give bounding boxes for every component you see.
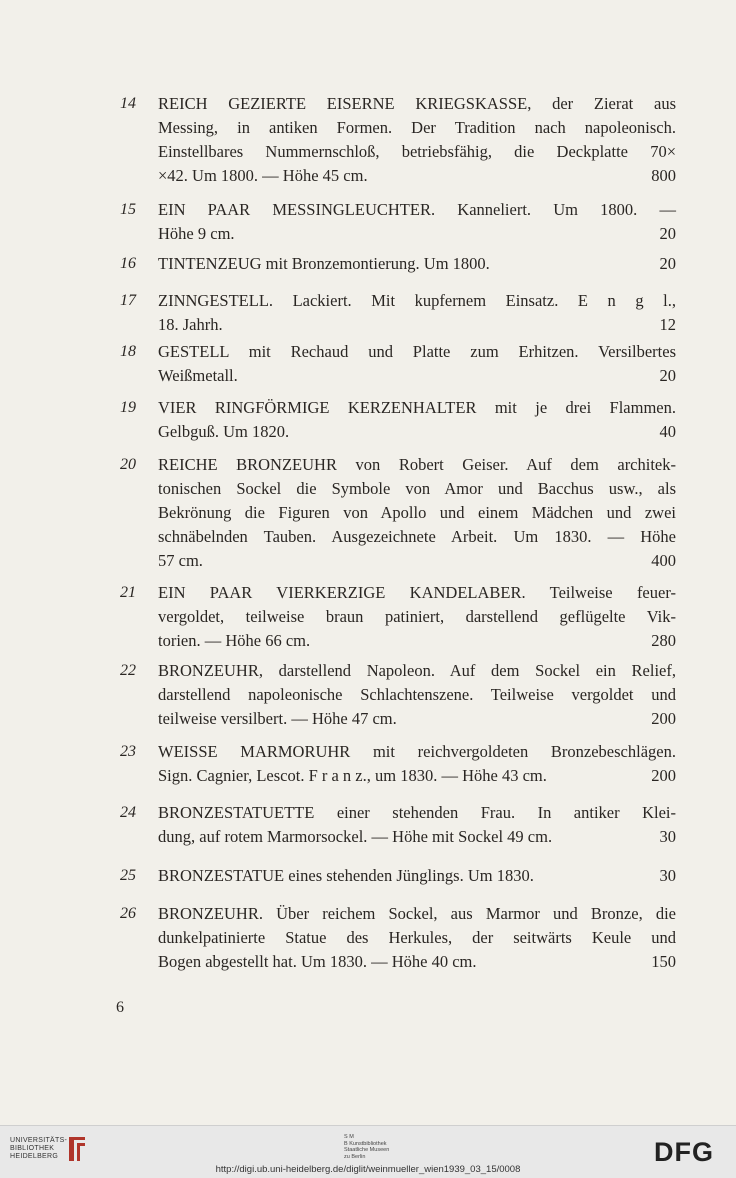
heidelberg-library-logo-icon	[66, 1134, 88, 1164]
lot-number: 21	[120, 584, 136, 601]
lot-price: 30	[659, 866, 676, 885]
lot-price: 40	[659, 422, 676, 441]
lot-number: 20	[120, 456, 136, 473]
entry-text-line: GESTELL mit Rechaud und Platte zum Erhitzen. Versilbertes	[158, 342, 676, 361]
entry-text-line: tonischen Sockel die Symbole von Amor und Bacchus usw., als	[158, 479, 676, 498]
catalog-entry	[120, 864, 680, 888]
entry-text-line: Bogen abgestellt hat. Um 1830. — Höhe 40 cm.	[158, 952, 477, 971]
entry-text-line: schnäbelnden Tauben. Ausgezeichnete Arbeit. Um 1830. — Höhe	[158, 527, 676, 546]
entry-text-line: 57 cm.	[158, 551, 203, 570]
catalog-entry	[120, 801, 680, 849]
entry-text-line: WEISSE MARMORUHR mit reichvergoldeten Bronzebeschlägen.	[158, 742, 676, 761]
lot-number: 15	[120, 201, 136, 218]
lot-price: 800	[651, 166, 676, 185]
catalog-entry	[120, 902, 680, 974]
library-name: UNIVERSITÄTS- BIBLIOTHEK HEIDELBERG	[10, 1137, 68, 1160]
catalog-entry	[120, 659, 680, 731]
entry-text-line: REICH GEZIERTE EISERNE KRIEGSKASSE, der Zierat aus	[158, 94, 676, 113]
catalog-entry	[120, 92, 680, 188]
lot-price: 20	[659, 254, 676, 273]
entry-text-line: torien. — Höhe 66 cm.	[158, 631, 311, 650]
entry-text-line: TINTENZEUG mit Bronzemontierung. Um 1800.	[158, 254, 490, 273]
page-number: 6	[116, 999, 124, 1016]
lot-price: 200	[651, 766, 676, 785]
entry-text-line: Weißmetall.	[158, 366, 238, 385]
entry-text-line: dunkelpatinierte Statue des Herkules, der seitwärts Keule und	[158, 928, 676, 947]
lot-price: 150	[651, 952, 676, 971]
digitization-footer	[0, 1125, 736, 1178]
catalog-entry	[120, 581, 680, 653]
lot-number: 19	[120, 399, 136, 416]
lot-price: 400	[651, 551, 676, 570]
entry-text-line: BRONZEUHR. Über reichem Sockel, aus Marmor und Bronze, die	[158, 904, 676, 923]
entry-text-line: Gelbguß. Um 1820.	[158, 422, 290, 441]
entry-text-line: vergoldet, teilweise braun patiniert, darstellend geflügelte Vik-	[158, 607, 676, 626]
entry-text-line: darstellend napoleonische Schlachtenszene. Teilweise vergoldet und	[158, 685, 676, 704]
entry-text-line: EIN PAAR VIERKERZIGE KANDELABER. Teilweise feuer-	[158, 583, 676, 602]
lot-price: 20	[659, 224, 676, 243]
entry-text-line: BRONZEUHR, darstellend Napoleon. Auf dem Sockel ein Relief,	[158, 661, 676, 680]
entry-text-line: ZINNGESTELL. Lackiert. Mit kupfernem Einsatz. E n g l.,	[158, 291, 676, 310]
catalog-entry	[120, 198, 680, 246]
entry-text-line: dung, auf rotem Marmorsockel. — Höhe mit Sockel 49 cm.	[158, 827, 553, 846]
lot-price: 280	[651, 631, 676, 650]
museum-credit: S M B Kunstbibliothek Staatliche Museen zu Berlin	[344, 1134, 390, 1160]
source-url-link[interactable]: http://digi.ub.uni-heidelberg.de/diglit/weinmueller_wien1939_03_15/0008	[215, 1164, 521, 1175]
catalog-entry	[120, 252, 680, 276]
entry-text-line: Höhe 9 cm.	[158, 224, 235, 243]
lot-price: 30	[659, 827, 676, 846]
lot-number: 25	[120, 867, 136, 884]
entry-text-line: ×42. Um 1800. — Höhe 45 cm.	[158, 166, 368, 185]
dfg-logo: DFG	[654, 1137, 714, 1167]
lot-price: 200	[651, 709, 676, 728]
lot-number: 16	[120, 255, 136, 272]
entry-text-line: Sign. Cagnier, Lescot. F r a n z., um 1830. — Höhe 43 cm.	[158, 766, 547, 785]
lot-number: 26	[120, 905, 136, 922]
lot-number: 18	[120, 343, 136, 360]
entry-text-line: REICHE BRONZEUHR von Robert Geiser. Auf dem architek-	[158, 455, 676, 474]
lot-number: 17	[120, 292, 136, 309]
catalog-entry	[120, 740, 680, 788]
entry-text-line: Messing, in antiken Formen. Der Tradition nach napoleonisch.	[158, 118, 676, 137]
entry-text-line: EIN PAAR MESSINGLEUCHTER. Kanneliert. Um 1800. —	[158, 200, 676, 219]
entry-text-line: BRONZESTATUE eines stehenden Jünglings. Um 1830.	[158, 866, 534, 885]
catalog-entry	[120, 453, 680, 573]
catalog-entry	[120, 289, 680, 337]
catalog-entry	[120, 340, 680, 388]
lot-number: 14	[120, 95, 136, 112]
catalog-entry	[120, 396, 680, 444]
lot-number: 24	[120, 804, 136, 821]
entry-text-line: VIER RINGFÖRMIGE KERZENHALTER mit je drei Flammen.	[158, 398, 676, 417]
lot-number: 23	[120, 743, 136, 760]
entry-text-line: Einstellbares Nummernschloß, betriebsfähig, die Deckplatte 70×	[158, 142, 676, 161]
entry-text-line: teilweise versilbert. — Höhe 47 cm.	[158, 709, 397, 728]
lot-price: 20	[659, 366, 676, 385]
lot-price: 12	[659, 315, 676, 334]
entry-text-line: Bekrönung die Figuren von Apollo und einem Mädchen und zwei	[158, 503, 676, 522]
entry-text-line: 18. Jahrh.	[158, 315, 223, 334]
lot-number: 22	[120, 662, 136, 679]
entry-text-line: BRONZESTATUETTE einer stehenden Frau. In antiker Klei-	[158, 803, 676, 822]
